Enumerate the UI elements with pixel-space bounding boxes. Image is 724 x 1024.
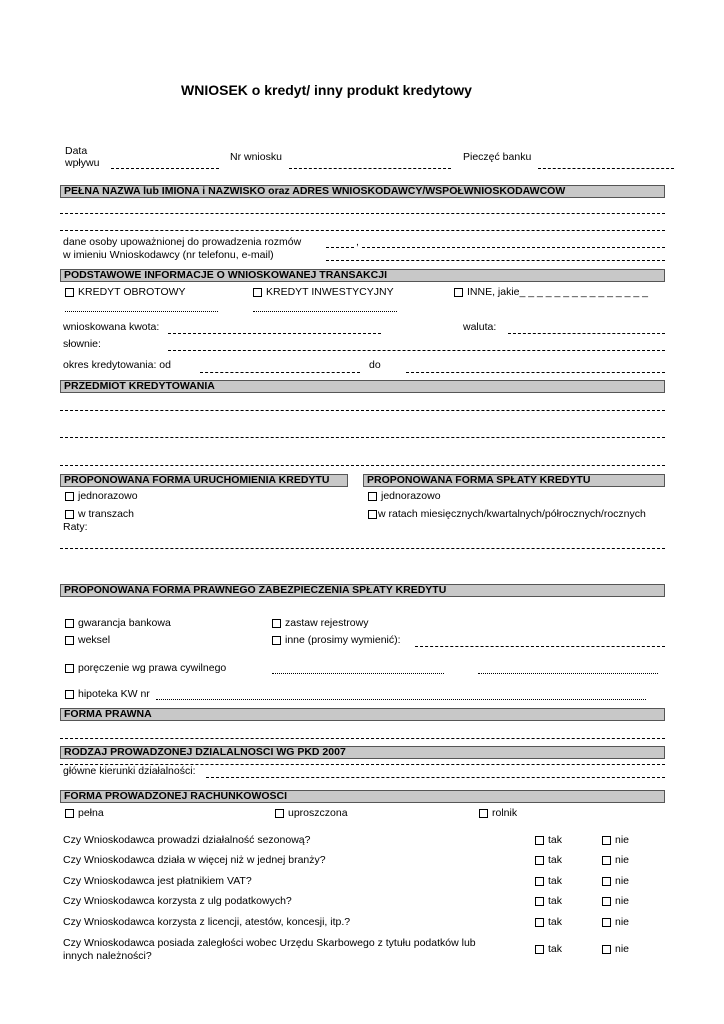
rolnik-label: rolnik (492, 807, 518, 819)
question-vat: Czy Wnioskodawca jest płatnikiem VAT? (63, 875, 252, 887)
splata-raty-label: w ratach miesięcznych/kwartalnych/półrocznych/rocznych (378, 508, 646, 520)
uproszczona-label: uproszczona (288, 807, 348, 819)
inne-checkbox[interactable] (454, 288, 463, 297)
zastaw-checkbox[interactable] (272, 619, 281, 628)
q4-tak-checkbox[interactable] (535, 897, 544, 906)
wnioskodawca-line-2[interactable] (60, 230, 665, 231)
kredyt-inwestycyjny-field[interactable] (253, 311, 397, 312)
splata-raty-checkbox[interactable] (368, 510, 377, 519)
q6-tak-label: tak (548, 943, 563, 955)
q4-nie-label: nie (615, 895, 630, 907)
okres-od-field[interactable] (200, 372, 360, 373)
pieczec-field[interactable] (538, 168, 674, 169)
inne-zabezpieczenie-label: inne (prosimy wymienić): (285, 634, 401, 646)
q3-nie-label: nie (615, 875, 630, 887)
data-wplywu-label-1: Data (65, 145, 88, 157)
waluta-label: waluta: (463, 321, 497, 333)
kierunki-field[interactable] (206, 777, 665, 778)
zastaw-label: zastaw rejestrowy (285, 617, 369, 629)
q2-nie-checkbox[interactable] (602, 856, 611, 865)
kredyt-obrotowy-field[interactable] (65, 311, 218, 312)
inne-zabezpieczenie-checkbox[interactable] (272, 636, 281, 645)
q1-tak-label: tak (548, 834, 563, 846)
osoba-field-c[interactable] (326, 260, 665, 261)
question-zaleglosci-2: innych należności? (63, 950, 152, 962)
q3-tak-checkbox[interactable] (535, 877, 544, 886)
raty-label: Raty: (63, 521, 88, 533)
waluta-field[interactable] (508, 333, 665, 334)
splata-jednorazowo-label: jednorazowo (381, 490, 441, 502)
q6-tak-checkbox[interactable] (535, 945, 544, 954)
uruchomienie-transze-checkbox[interactable] (65, 510, 74, 519)
inne-zabezpieczenie-field[interactable] (415, 646, 665, 647)
q5-tak-checkbox[interactable] (535, 918, 544, 927)
section-przedmiot-header: PRZEDMIOT KREDYTOWANIA (60, 380, 665, 393)
question-zaleglosci-1: Czy Wnioskodawca posiada zaległości wobec Urzędu Skarbowego z tytułu podatków lub (63, 937, 476, 949)
q1-tak-checkbox[interactable] (535, 836, 544, 845)
okres-label: okres kredytowania: od (63, 359, 171, 371)
osoba-upowazniona-label-1: dane osoby upoważnionej do prowadzenia rozmów (63, 236, 302, 248)
q3-tak-label: tak (548, 875, 563, 887)
przedmiot-line-2[interactable] (60, 437, 665, 438)
question-ulgi: Czy Wnioskodawca korzysta z ulg podatkowych? (63, 895, 292, 907)
q6-nie-checkbox[interactable] (602, 945, 611, 954)
splata-jednorazowo-checkbox[interactable] (368, 492, 377, 501)
q1-nie-label: nie (615, 834, 630, 846)
slownie-field[interactable] (168, 350, 665, 351)
wnioskodawca-line-1[interactable] (60, 213, 665, 214)
q2-nie-label: nie (615, 854, 630, 866)
kredyt-obrotowy-checkbox[interactable] (65, 288, 74, 297)
kwota-field[interactable] (168, 333, 381, 334)
q2-tak-checkbox[interactable] (535, 856, 544, 865)
poreczenie-field-a[interactable] (272, 673, 444, 674)
q5-nie-checkbox[interactable] (602, 918, 611, 927)
q4-tak-label: tak (548, 895, 563, 907)
section-uruchomienie-header: PROPONOWANA FORMA URUCHOMIENIA KREDYTU (60, 474, 348, 487)
raty-field[interactable] (60, 548, 665, 549)
osoba-field-b[interactable] (362, 247, 665, 248)
kwota-label: wnioskowana kwota: (63, 321, 160, 333)
weksel-label: weksel (78, 634, 111, 646)
data-wplywu-label-2: wpływu (65, 157, 100, 169)
poreczenie-checkbox[interactable] (65, 664, 74, 673)
q1-nie-checkbox[interactable] (602, 836, 611, 845)
data-wplywu-field[interactable] (111, 168, 219, 169)
pelna-checkbox[interactable] (65, 809, 74, 818)
okres-do-field[interactable] (406, 372, 665, 373)
nr-wniosku-field[interactable] (289, 168, 451, 169)
section-transakcja-header: PODSTAWOWE INFORMACJE O WNIOSKOWANEJ TRANSAKCJI (60, 269, 665, 282)
poreczenie-label: poręczenie wg prawa cywilnego (78, 662, 227, 674)
question-licencje: Czy Wnioskodawca korzysta z licencji, atestów, koncesji, itp.? (63, 916, 351, 928)
uruchomienie-transze-label: w transzach (78, 508, 135, 520)
nr-wniosku-label: Nr wniosku (230, 151, 282, 163)
q2-tak-label: tak (548, 854, 563, 866)
forma-prawna-field[interactable] (60, 738, 665, 739)
uruchomienie-jednorazowo-checkbox[interactable] (65, 492, 74, 501)
pieczec-label: Pieczęć banku (463, 151, 532, 163)
comma-sep: , (356, 236, 359, 248)
section-splata-header: PROPONOWANA FORMA SPŁATY KREDYTU (363, 474, 665, 487)
osoba-upowazniona-label-2: w imieniu Wnioskodawcy (nr telefonu, e-mail) (63, 249, 274, 261)
page-title: WNIOSEK o kredyt/ inny produkt kredytowy (181, 82, 472, 98)
q3-nie-checkbox[interactable] (602, 877, 611, 886)
przedmiot-line-1[interactable] (60, 410, 665, 411)
gwarancja-label: gwarancja bankowa (78, 617, 171, 629)
uruchomienie-jednorazowo-label: jednorazowo (78, 490, 138, 502)
q5-tak-label: tak (548, 916, 563, 928)
q5-nie-label: nie (615, 916, 630, 928)
question-branza: Czy Wnioskodawca działa w więcej niż w jednej branży? (63, 854, 326, 866)
slownie-label: słownie: (63, 338, 101, 350)
gwarancja-checkbox[interactable] (65, 619, 74, 628)
hipoteka-checkbox[interactable] (65, 690, 74, 699)
poreczenie-field-b[interactable] (478, 673, 658, 674)
hipoteka-field[interactable] (156, 699, 646, 700)
pelna-label: pełna (78, 807, 104, 819)
section-pkd-header: RODZAJ PROWADZONEJ DZIALALNOŚCI WG PKD 2007 (60, 746, 665, 759)
rolnik-checkbox[interactable] (479, 809, 488, 818)
kierunki-label: główne kierunki działalności: (63, 765, 196, 777)
q4-nie-checkbox[interactable] (602, 897, 611, 906)
section-zabezpieczenie-header: PROPONOWANA FORMA PRAWNEGO ZABEZPIECZENIA SPŁATY KREDYTU (60, 584, 665, 597)
question-sezonowa: Czy Wnioskodawca prowadzi działalność sezonową? (63, 834, 311, 846)
kredyt-inwestycyjny-checkbox[interactable] (253, 288, 262, 297)
kredyt-inwestycyjny-label: KREDYT INWESTYCYJNY (266, 286, 394, 298)
przedmiot-line-3[interactable] (60, 465, 665, 466)
inne-label: INNE, jakie_ _ _ _ _ _ _ _ _ _ _ _ _ _ _ (467, 286, 648, 298)
section-wnioskodawca-header: PEŁNA NAZWA lub IMIONA i NAZWISKO oraz ADRES WNIOSKODAWCY/WSPÓŁWNIOSKODAWCÓW (60, 185, 665, 198)
hipoteka-label: hipoteka KW nr (78, 688, 150, 700)
weksel-checkbox[interactable] (65, 636, 74, 645)
okres-do-label: do (369, 359, 381, 371)
section-forma-prawna-header: FORMA PRAWNA (60, 708, 665, 721)
uproszczona-checkbox[interactable] (275, 809, 284, 818)
osoba-field-a[interactable] (326, 247, 354, 248)
q6-nie-label: nie (615, 943, 630, 955)
section-rachunkowosc-header: FORMA PROWADZONEJ RACHUNKOWOŚCI (60, 790, 665, 803)
kredyt-obrotowy-label: KREDYT OBROTOWY (78, 286, 186, 298)
